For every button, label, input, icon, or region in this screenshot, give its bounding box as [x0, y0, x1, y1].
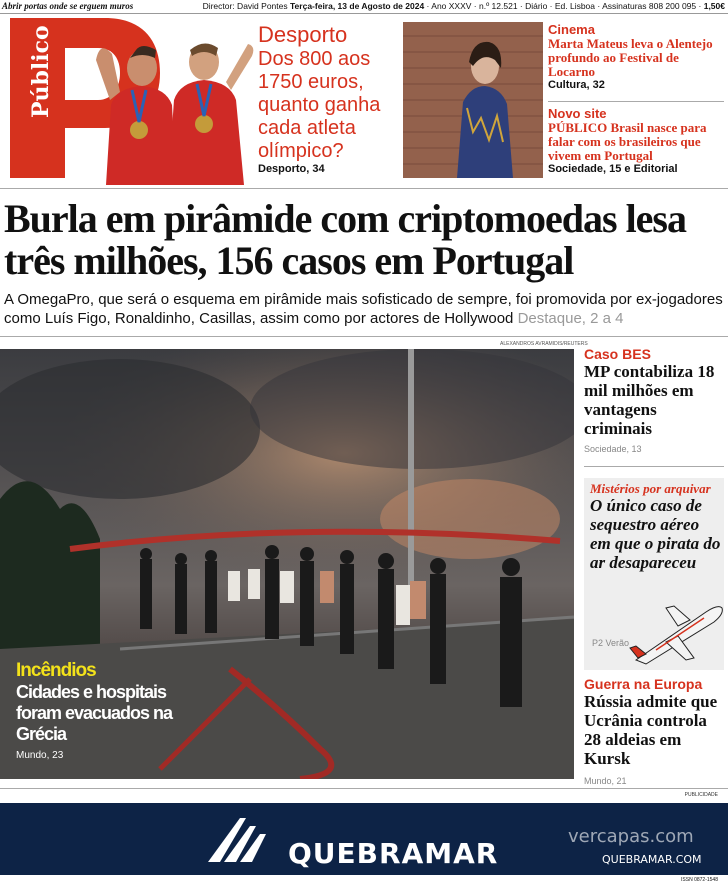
cinema-source: Cultura, 32: [548, 79, 605, 91]
issue-info: · Ano XXXV · n.º 12.521 · Diário · Ed. Lisboa · Assinaturas 808 200 095 ·: [426, 1, 702, 11]
guerra-story[interactable]: [584, 676, 724, 786]
issue-date: Terça-feira, 13 de Agosto de 2024: [290, 1, 425, 11]
divider: [0, 188, 728, 189]
misterios-source: P2 Verão: [592, 638, 630, 648]
photo-credit: ALEXANDROS AVRAMIDIS/REUTERS: [500, 341, 588, 347]
quebramar-logo-icon: [206, 816, 272, 864]
lead-subhead: [4, 290, 724, 328]
issue-meta: [203, 0, 725, 13]
plane-icon: [626, 598, 726, 668]
novo-site-headline: PÚBLICO Brasil nasce para falar com os brasileiros que vivem em Portugal: [548, 120, 707, 163]
lead-ref[interactable]: Destaque, 2 a 4: [517, 310, 624, 327]
cinema-teaser[interactable]: [548, 22, 726, 91]
desporto-kicker: Desporto: [258, 22, 348, 47]
bes-kicker: Caso BES: [584, 346, 651, 362]
bes-headline: MP contabiliza 18 mil milhões em vantagens criminais: [584, 362, 715, 438]
watermark: vercapas.com: [568, 826, 694, 847]
guerra-source: Mundo, 21: [584, 776, 627, 786]
logo-wordmark: Público: [28, 25, 54, 118]
tagline: Abrir portas onde se erguem muros: [2, 1, 134, 11]
bes-story[interactable]: [584, 346, 724, 454]
advert-brand: QUEBRAMAR: [288, 837, 499, 870]
divider: [548, 101, 724, 102]
guerra-headline: Rússia admite que Ucrânia controla 28 aldeias em Kursk: [584, 692, 718, 768]
director: Director: David Pontes: [202, 1, 288, 11]
price: 1,50€: [703, 1, 725, 11]
lead-headline[interactable]: Burla em pirâmide com criptomoedas lesa três milhões, 156 casos em Portugal: [4, 196, 686, 283]
novo-site-kicker: Novo site: [548, 106, 607, 121]
incendios-kicker: Incêndios: [16, 660, 96, 681]
misterios-story: [590, 482, 722, 572]
incendios-source: Mundo, 23: [16, 750, 64, 761]
cinema-headline: Marta Mateus leva o Alentejo profundo ao Festival de Locarno: [548, 36, 713, 79]
athletes-photo[interactable]: [56, 20, 256, 185]
desporto-source: Desporto, 34: [258, 163, 325, 175]
novo-site-source: Sociedade, 15 e Editorial: [548, 163, 678, 175]
novo-site-teaser[interactable]: [548, 106, 726, 175]
top-strip: [0, 0, 728, 14]
cinema-kicker: Cinema: [548, 22, 595, 37]
advert-label: PUBLICIDADE: [684, 792, 718, 798]
bes-source: Sociedade, 13: [584, 444, 642, 454]
marta-mateus-photo[interactable]: [403, 22, 543, 178]
issn: ISSN 0872-1548: [681, 877, 718, 883]
misterios-kicker: Mistérios por arquivar: [590, 481, 711, 496]
misterios-headline: O único caso de sequestro aéreo em que o pirata do ar desapareceu: [590, 496, 721, 572]
lead-subhead-text: A OmegaPro, que será o esquema em pirâmide mais sofisticado de sempre, foi promovida por ex-jogadores como Luís Figo, Ronaldinho, Casillas, assim como por actores de Hollywood: [4, 291, 723, 327]
advert-url[interactable]: QUEBRAMAR.COM: [602, 853, 702, 866]
incendios-headline[interactable]: Cidades e hospitais foram evacuados na Grécia: [16, 682, 173, 744]
desporto-headline[interactable]: Dos 800 aos 1750 euros, quanto ganha cada atleta olímpico?: [258, 48, 381, 162]
divider: [0, 336, 728, 337]
guerra-kicker: Guerra na Europa: [584, 676, 703, 692]
divider: [0, 788, 728, 789]
divider: [584, 466, 724, 467]
